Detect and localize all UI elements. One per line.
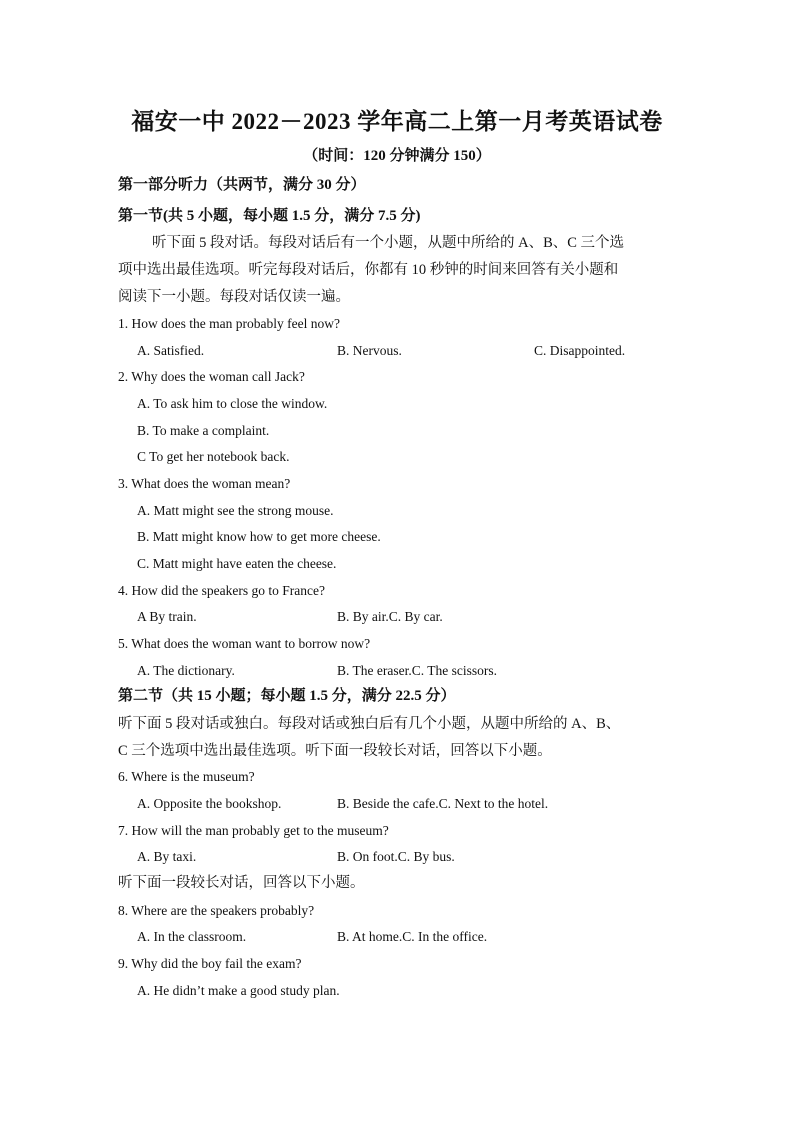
question-2-option-c: C To get her notebook back. (137, 449, 290, 464)
question-2-option-a: A. To ask him to close the window. (137, 396, 328, 411)
question-8-stem: 8. Where are the speakers probably? (118, 903, 315, 918)
question-1-option-c: C. Disappointed. (534, 343, 626, 358)
question-9-stem: 9. Why did the boy fail the exam? (118, 956, 302, 971)
question-1-stem: 1. How does the man probably feel now? (118, 316, 340, 331)
question-3-option-b: B. Matt might know how to get more cheese. (137, 529, 381, 544)
question-5-option-bc: B. The eraser.C. The scissors. (337, 663, 497, 678)
section2-instruction-line: C 三个选项中选出最佳选项。听下面一段较长对话，回答以下小题。 (118, 743, 552, 759)
question-7-stem: 7. How will the man probably get to the museum? (118, 823, 389, 838)
section2-instruction-line: 听下面 5 段对话或独白。每段对话或独白后有几个小题，从题中所给的 A、B、 (118, 716, 621, 732)
question-7-option-a: A. By taxi. (137, 849, 197, 864)
question-3-option-c: C. Matt might have eaten the cheese. (137, 556, 337, 571)
question-5-stem: 5. What does the woman want to borrow now? (118, 636, 371, 651)
question-1-option-a: A. Satisfied. (137, 343, 205, 358)
section1-instruction-line: 项中选出最佳选项。听完每段对话后，你都有 10 秒钟的时间来回答有关小题和 (118, 262, 619, 278)
question-2-option-b: B. To make a complaint. (137, 423, 270, 438)
section2-heading: 第二节（共 15 小题；每小题 1.5 分，满分 22.5 分） (118, 688, 456, 704)
long-dialogue-instruction: 听下面一段较长对话，回答以下小题。 (118, 875, 365, 891)
page-subtitle: （时间：120 分钟满分 150） (303, 148, 491, 164)
question-6-option-bc: B. Beside the cafe.C. Next to the hotel. (337, 796, 549, 811)
question-1-option-b: B. Nervous. (337, 343, 402, 358)
question-4-option-a: A By train. (137, 609, 197, 624)
question-4-stem: 4. How did the speakers go to France? (118, 583, 325, 598)
question-3-stem: 3. What does the woman mean? (118, 476, 291, 491)
section1-instruction-line: 阅读下一小题。每段对话仅读一遍。 (118, 289, 350, 305)
question-3-option-a: A. Matt might see the strong mouse. (137, 503, 334, 518)
question-4-option-bc: B. By air.C. By car. (337, 609, 443, 624)
question-8-option-bc: B. At home.C. In the office. (337, 929, 488, 944)
question-6-option-a: A. Opposite the bookshop. (137, 796, 282, 811)
section1-heading: 第一节(共 5 小题，每小题 1.5 分，满分 7.5 分) (118, 208, 421, 224)
page-title: 福安一中 2022－2023 学年高二上第一月考英语试卷 (131, 109, 663, 134)
question-2-stem: 2. Why does the woman call Jack? (118, 369, 305, 384)
part1-heading: 第一部分听力（共两节，满分 30 分） (118, 177, 366, 193)
question-6-stem: 6. Where is the museum? (118, 769, 255, 784)
question-8-option-a: A. In the classroom. (137, 929, 247, 944)
question-7-option-bc: B. On foot.C. By bus. (337, 849, 455, 864)
question-5-option-a: A. The dictionary. (137, 663, 235, 678)
question-9-option-a: A. He didn’t make a good study plan. (137, 983, 340, 998)
section1-instruction-line: 听下面 5 段对话。每段对话后有一个小题，从题中所给的 A、B、C 三个选 (152, 235, 625, 251)
